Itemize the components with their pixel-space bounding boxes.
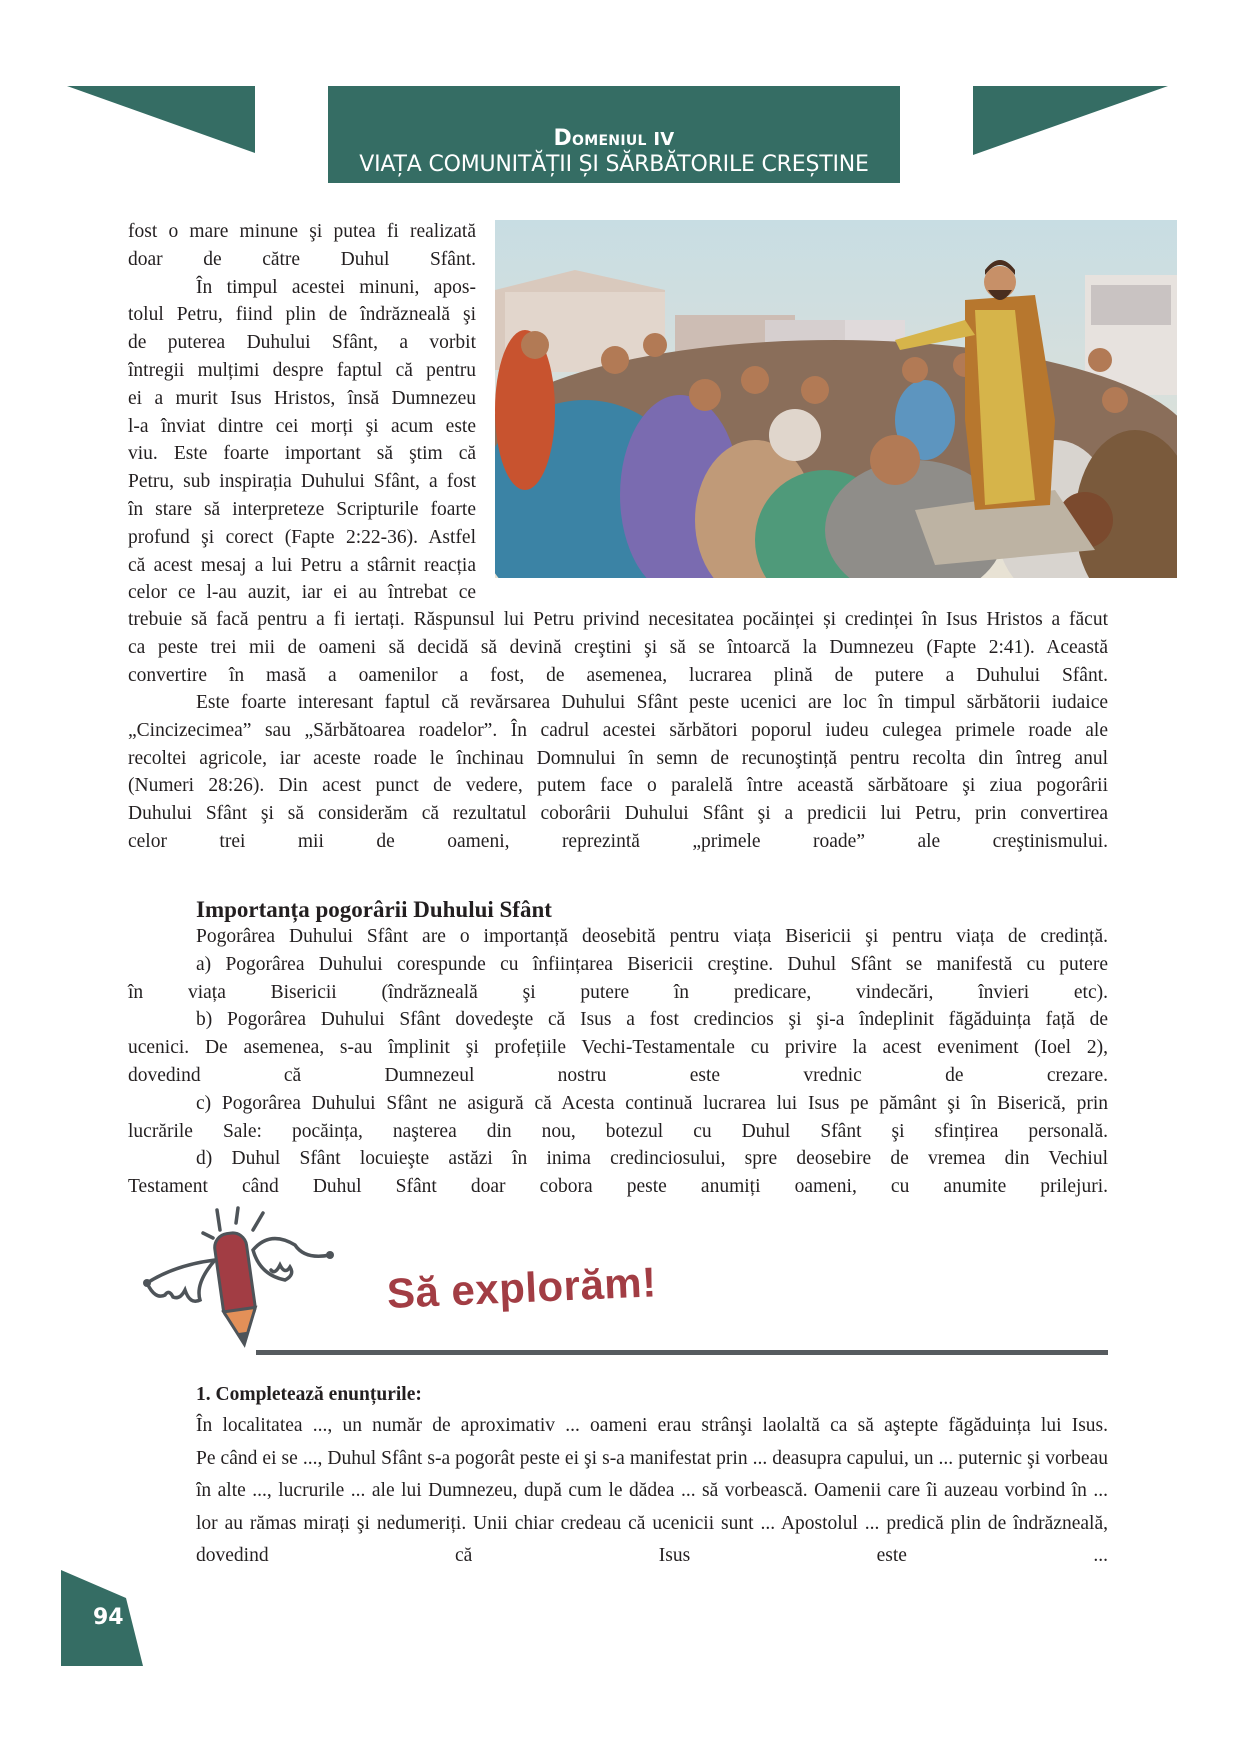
text-line: l-a înviat dintre cei morți şi acum este bbox=[128, 415, 476, 437]
domain-label: DOMENIUL IV bbox=[553, 126, 675, 151]
point-b-line: ucenici. De asemenea, s-au împlinit şi profețiile Vechi-Testamentale cu privire la acest eveniment (Ioel 2), bbox=[128, 1037, 1108, 1059]
paragraph-continuation bbox=[128, 606, 1108, 689]
text-line: trebuie să facă pentru a fi iertați. Răspunsul lui Petru privind necesitatea pocăinței și credinței în Isus Hristos a făcut bbox=[128, 609, 1108, 630]
exercise-heading: 1. Completează enunțurile: bbox=[196, 1384, 422, 1405]
text-line: profund şi corect (Fapte 2:22-36). Astfel bbox=[128, 526, 476, 548]
point-a-line: în viața Bisericii (îndrăzneală şi putere în predicare, vindecări, învieri etc). bbox=[128, 981, 1108, 1003]
text-line: că acest mesaj a lui Petru a stârnit reacția bbox=[128, 554, 476, 576]
paragraph-cincizecimea bbox=[128, 689, 1108, 856]
text-line: Duhului Sfânt şi să considerăm că rezultatul coborârii Duhului Sfânt şi a predicii lui Petru, prin convertirea bbox=[128, 803, 1108, 825]
text-line: tolul Petru, fiind plin de îndrăzneală şi bbox=[128, 304, 476, 326]
text-line: întregii mulțimi despre faptul că pentru bbox=[128, 359, 476, 381]
exercise-line: dovedind că Isus este ... bbox=[196, 1545, 1108, 1566]
point-b-line: dovedind că Dumnezeul nostru este vrednic de crezare. bbox=[128, 1064, 1108, 1086]
point-d-line: Testament când Duhul Sfânt doar cobora peste anumiți oameni, cu anumite prilejuri. bbox=[128, 1176, 1108, 1198]
exercise-line: În localitatea ..., un număr de aproximativ ... oameni erau strânşi laolaltă ca să aştepte făgăduința lui Isus. bbox=[196, 1415, 1108, 1436]
peter-preaching-illustration bbox=[495, 220, 1177, 578]
section-divider bbox=[256, 1350, 1108, 1355]
point-a-line: a) Pogorârea Duhului corespunde cu înființarea Bisericii creştine. Duhul Sfânt se manifestă cu putere bbox=[196, 953, 1108, 975]
text-line: Este foarte interesant faptul că revărsarea Duhului Sfânt peste ucenici are loc în timpul sărbătorii iudaice bbox=[196, 692, 1108, 713]
point-d-line: d) Duhul Sfânt locuieşte astăzi în inima credinciosului, spre deosebire de vremea din Vechiul bbox=[196, 1148, 1108, 1170]
illustration-image bbox=[495, 220, 1177, 578]
header-left-triangle bbox=[0, 0, 300, 170]
exercise-line: în alte ..., lucrurile ... ale lui Dumnezeu, după cum le dădea ... să vorbească. Oamenii care îi auzeau vorbind în ... bbox=[196, 1480, 1108, 1501]
text-line: În timpul acestei minuni, apos- bbox=[196, 276, 476, 298]
text-line: (Numeri 28:26). Din acest punct de vedere, putem face o paralelă între această sărbătoare şi ziua pogorârii bbox=[128, 775, 1108, 797]
header-right-triangle bbox=[940, 0, 1240, 170]
page-number: 94 bbox=[93, 1605, 124, 1630]
exercise-line: Pe când ei se ..., Duhul Sfânt s-a pogorât peste ei şi s-a manifestat prin ... deasupra capului, un ... puternic şi vorbeau bbox=[196, 1447, 1108, 1469]
text-line: doar de către Duhul Sfânt. bbox=[128, 248, 476, 270]
text-line: viu. Este foarte important să ştim că bbox=[128, 443, 476, 465]
text-line: de puterea Duhului Sfânt, a vorbit bbox=[128, 332, 476, 354]
text-line: recoltei agricole, iar aceste roade le închinau Domnului în semn de recunoştință pentru recolta din întreg anul bbox=[128, 747, 1108, 769]
narrow-column-text bbox=[128, 218, 476, 607]
section-intro: Pogorârea Duhului Sfânt are o importanță deosebită pentru viața Bisericii şi pentru viața de credință. bbox=[196, 926, 1108, 947]
text-line: ca peste trei mii de oameni să decidă să devină creştini şi să se întoarcă la Dumnezeu (Fapte 2:41). Această bbox=[128, 636, 1108, 658]
text-line: ei a murit Isus Hristos, însă Dumnezeu bbox=[128, 387, 476, 409]
text-line: convertire în masă a oamenilor a fost, de asemenea, lucrarea plină de putere a Duhului Sfânt. bbox=[128, 664, 1108, 686]
text-line: celor trei mii de oameni, reprezintă „primele roade” ale creştinismului. bbox=[128, 830, 1108, 852]
text-line: celor ce l-au auzit, iar ei au întrebat ce bbox=[128, 582, 476, 604]
exercise-line: lor au rămas mirați şi nedumeriți. Unii chiar credeau că ucenicii sunt ... Apostolul ... predică plin de îndrăzneală, bbox=[196, 1512, 1108, 1534]
text-line: fost o mare minune şi putea fi realizată bbox=[128, 221, 476, 242]
section-heading: Importanța pogorârii Duhului Sfânt bbox=[196, 897, 552, 922]
winged-pencil-icon bbox=[135, 1205, 345, 1355]
section-body bbox=[128, 923, 1108, 1201]
chapter-header bbox=[328, 86, 900, 183]
text-line: „Cincizecimea” sau „Sărbătoarea roadelor”. În cadrul acestei sărbători poporul iudeu culegea primele roade ale bbox=[128, 719, 1108, 741]
point-c-line: lucrările Sale: pocăința, naşterea din nou, botezul cu Duhul Sfânt şi sfințirea personală. bbox=[128, 1120, 1108, 1142]
explore-title: Să explorăm! bbox=[385, 1258, 658, 1318]
point-b-line: b) Pogorârea Duhului Sfânt dovedeşte că Isus a fost credincios şi şi-a îndeplinit făgăduința față de bbox=[196, 1009, 1108, 1031]
domain-title: VIAȚA COMUNITĂȚII ȘI SĂRBĂTORILE CREȘTINE bbox=[359, 152, 869, 177]
exercise-text bbox=[196, 1410, 1108, 1573]
text-line: Petru, sub inspirația Duhului Sfânt, a fost bbox=[128, 471, 476, 493]
text-line: în stare să interpreteze Scripturile foarte bbox=[128, 498, 476, 520]
point-c-line: c) Pogorârea Duhului Sfânt ne asigură că Acesta continuă lucrarea lui Isus pe pământ şi în Biserică, prin bbox=[196, 1092, 1108, 1114]
